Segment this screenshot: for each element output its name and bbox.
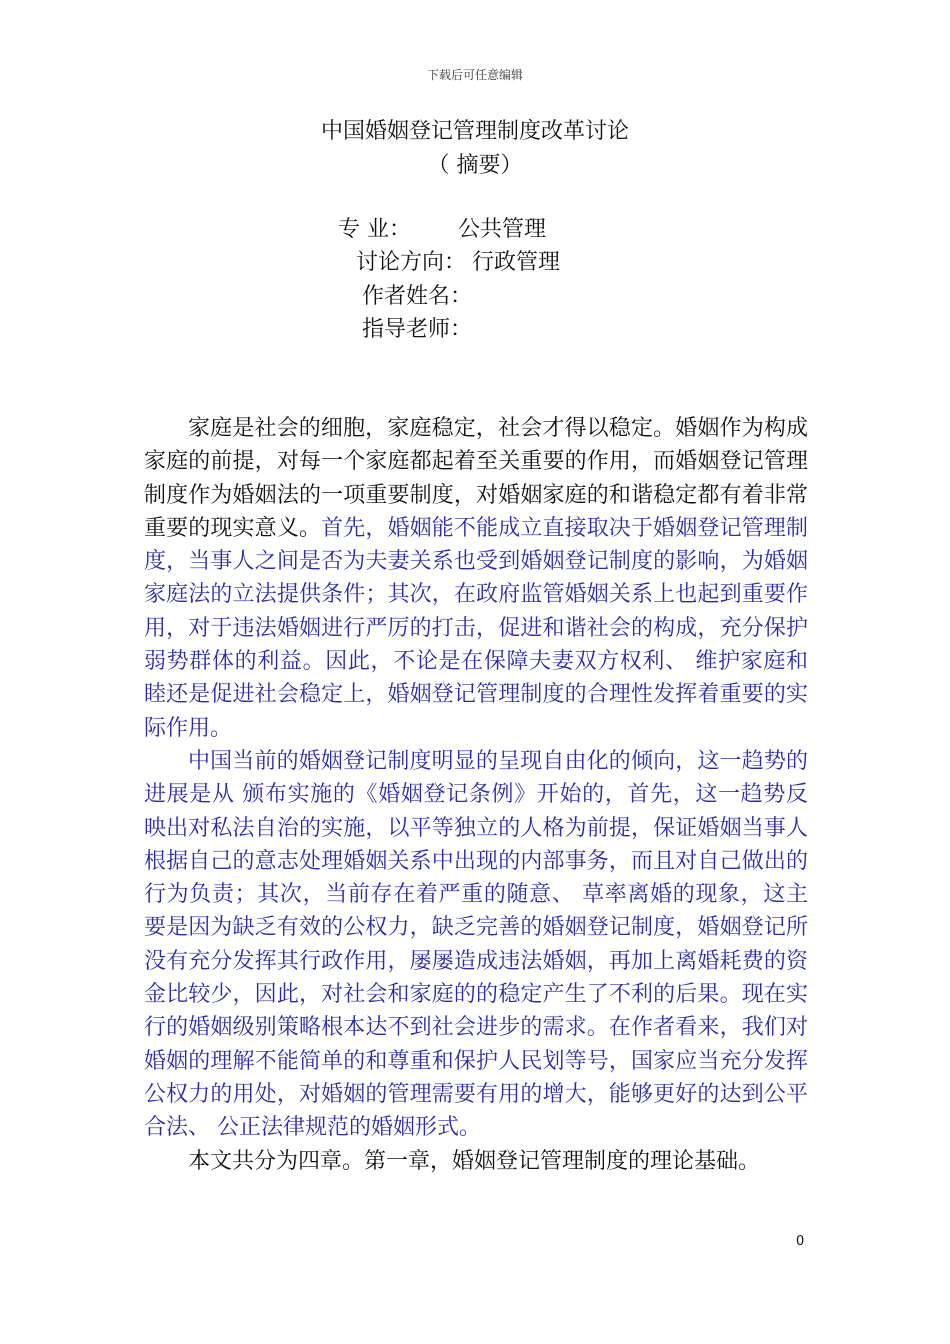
meta-major-label: 专 业： (338, 217, 411, 242)
paragraph-1-highlight: 首先，婚姻能不能成立直接取决于婚姻登记管理制度，当事人之间是否为夫妻关系也受到婚姻登记制度的影响，为婚姻家庭法的立法提供条件；其次，在政府监管婚姻关系上也起到重要作用，对于违法婚姻进行严厉的打击，促进和谐社会的构成，充分保护弱势群体的利益。因此，不论是在保障夫妻双方权利、 维护家庭和睦还是促进社会稳定上，婚姻登记管理制度的合理性发挥着重要的实际作用。 (144, 515, 808, 741)
meta-author-label: 作者姓名： (362, 284, 473, 309)
paragraph-3-text: 本文共分为四章。第一章，婚姻登记管理制度的理论基础。 (188, 1148, 761, 1174)
meta-major-value: 公共管理 (458, 217, 547, 242)
abstract-body (144, 412, 808, 1178)
paragraph-2 (144, 745, 808, 1145)
page-number: 0 (796, 1234, 805, 1249)
paragraph-1 (144, 412, 808, 745)
paragraph-1-text: 家庭是社会的细胞，家庭稳定，社会才得以稳定。婚姻作为构成家庭的前提，对每一个家庭都起着至关重要的作用，而婚姻登记管理制度作为婚姻法的一项重要制度，对婚姻家庭的和谐稳定都有着非常重要的现实意义。 (144, 416, 808, 541)
meta-advisor-label: 指导老师： (362, 317, 473, 342)
document-title: 中国婚姻登记管理制度改革讨论 (320, 119, 629, 144)
paragraph-3 (144, 1145, 808, 1178)
paragraph-2-highlight: 中国当前的婚姻登记制度明显的呈现自由化的倾向，这一趋势的进展是从 颁布实施的《婚姻登记条例》开始的，首先，这一趋势反映出对私法自治的实施，以平等独立的人格为前提，保证婚姻当事人根据自己的意志处理婚姻关系中出现的内部事务，而且对自己做出的行为负责；其次，当前存在着严重的随意、 草率离婚的现象，这主要是因为缺乏有效的公权力，缺乏完善的婚姻登记制度，婚姻登记所没有充分发挥其行政作用，屡屡造成违法婚姻，再加上离婚耗费的资金比较少，因此，对社会和家庭的的稳定产生了不利的后果。现在实行的婚姻级别策略根本达不到社会进步的需求。在作者看来，我们对婚姻的理解不能简单的和尊重和保护人民划等号，国家应当充分发挥公权力的用处，对婚姻的管理需要有用的增大，能够更好的达到公平合法、 公正法律规范的婚姻形式。 (144, 748, 808, 1141)
header-note: 下载后可任意编辑 (426, 68, 523, 82)
meta-direction-value: 行政管理 (472, 250, 561, 275)
meta-direction-label: 讨论方向： (356, 250, 467, 275)
document-subtitle: （ 摘要） (427, 153, 523, 178)
